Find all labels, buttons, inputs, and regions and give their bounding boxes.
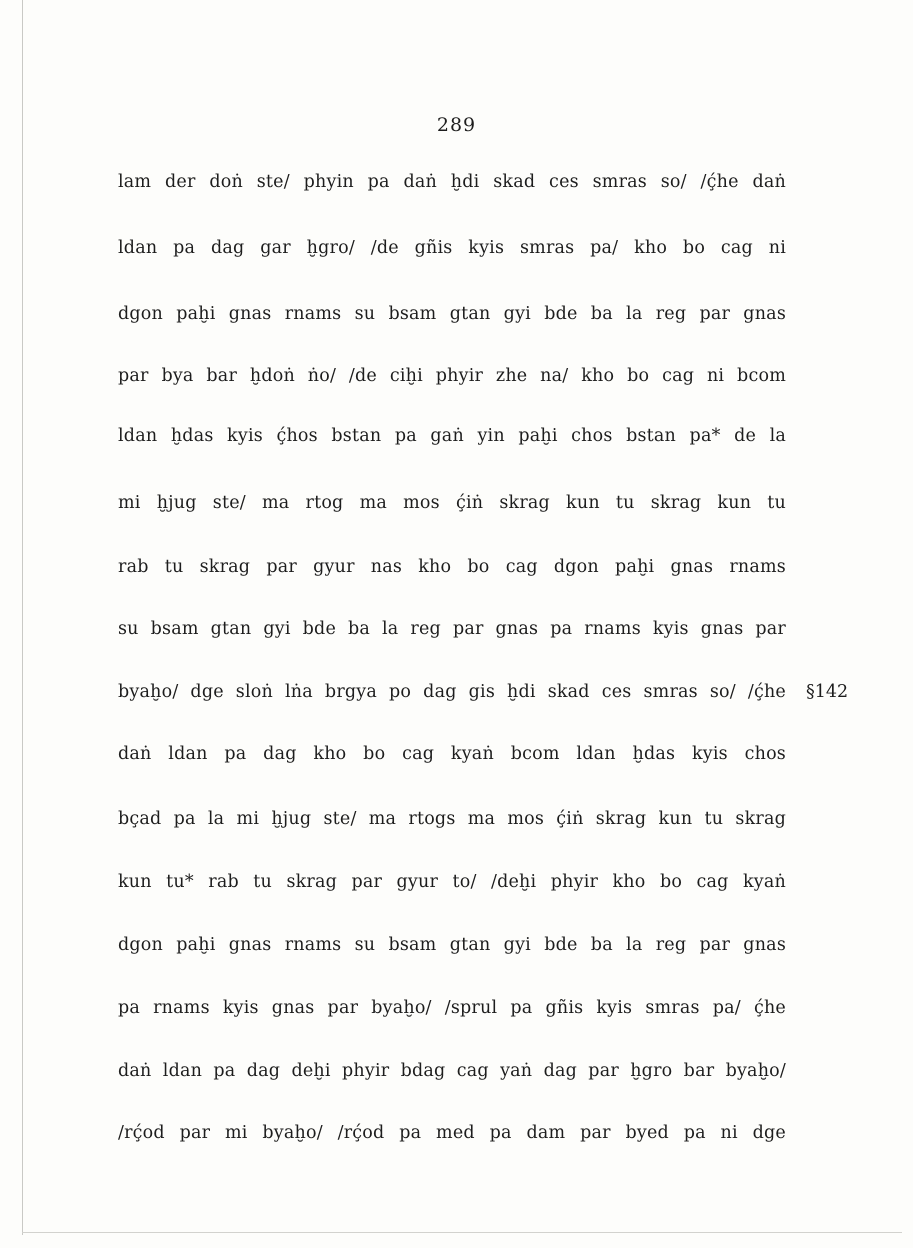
text-line: bçad pa la mi ḫjug ste/ ma rtogs ma mos ḉiṅ skrag kun tu skrag [118, 809, 786, 829]
text-line: ldan ḫdas kyis ḉhos bstan pa gaṅ yin paḫi chos bstan pa* de la [118, 426, 786, 446]
bottom-rule [22, 1232, 902, 1233]
text-line: ldan pa dag gar ḫgro/ /de gñis kyis smras pa/ kho bo cag ni [118, 238, 786, 258]
text-line: daṅ ldan pa dag deḫi phyir bdag cag yaṅ dag par ḫgro bar byaḫo/ [118, 1061, 786, 1081]
text-line: par bya bar ḫdoṅ ṅo/ /de ciḫi phyir zhe na/ kho bo cag ni bcom [118, 366, 786, 386]
text-line: dgon paḫi gnas rnams su bsam gtan gyi bde ba la reg par gnas [118, 935, 786, 955]
page-number: 289 [436, 114, 477, 136]
section-marker: §142 [806, 682, 849, 702]
text-line: mi ḫjug ste/ ma rtog ma mos ḉiṅ skrag kun tu skrag kun tu [118, 493, 786, 513]
text-line: rab tu skrag par gyur nas kho bo cag dgon paḫi gnas rnams [118, 557, 786, 577]
text-line: lam der doṅ ste/ phyin pa daṅ ḫdi skad ces smras so/ /ḉhe daṅ [118, 172, 786, 192]
left-margin-rule [22, 0, 23, 1235]
text-line: kun tu* rab tu skrag par gyur to/ /deḫi phyir kho bo cag kyaṅ [118, 872, 786, 892]
text-line: dgon paḫi gnas rnams su bsam gtan gyi bde ba la reg par gnas [118, 304, 786, 324]
text-line: byaḫo/ dge sloṅ lṅa brgya po dag gis ḫdi skad ces smras so/ /ḉhe [118, 682, 786, 702]
text-line: daṅ ldan pa dag kho bo cag kyaṅ bcom ldan ḫdas kyis chos [118, 744, 786, 764]
text-line: /rḉod par mi byaḫo/ /rḉod pa med pa dam par byed pa ni dge [118, 1123, 786, 1143]
text-line: su bsam gtan gyi bde ba la reg par gnas pa rnams kyis gnas par [118, 619, 786, 639]
text-line: pa rnams kyis gnas par byaḫo/ /sprul pa gñis kyis smras pa/ ḉhe [118, 998, 786, 1018]
